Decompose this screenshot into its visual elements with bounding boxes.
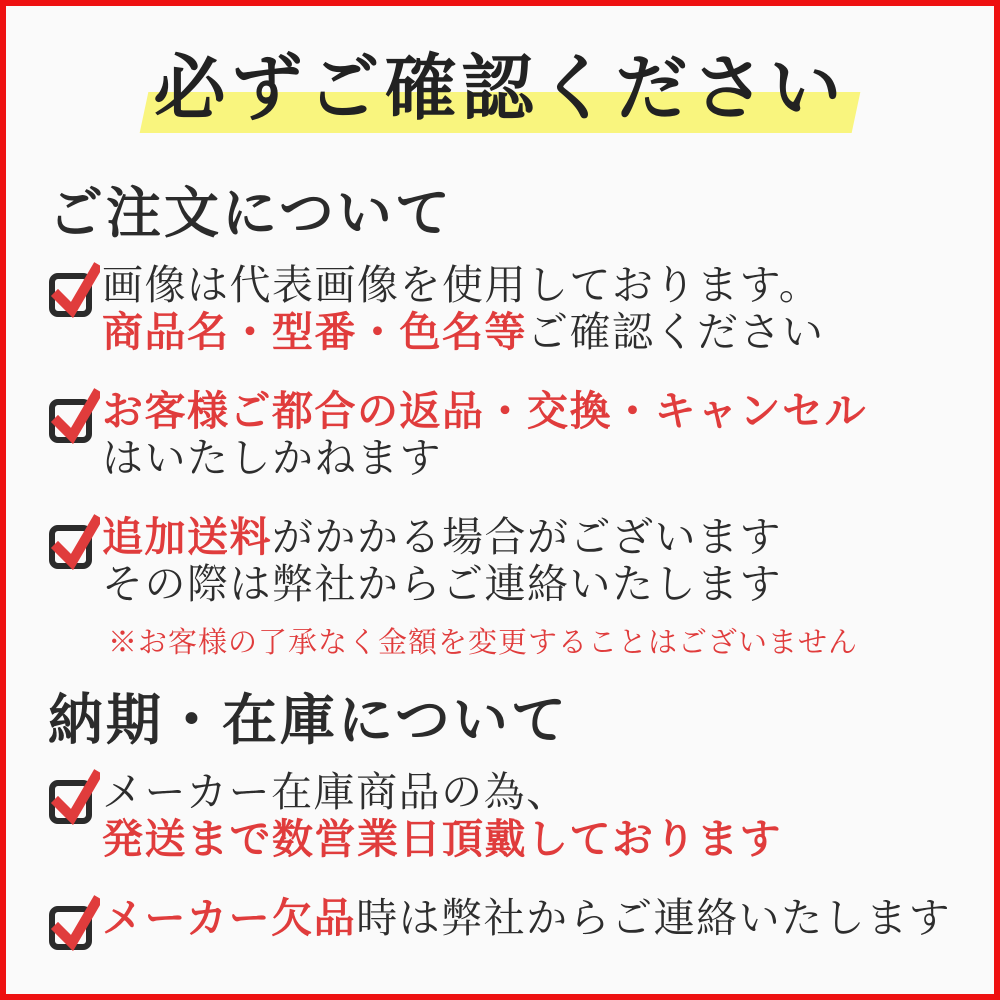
item-text: [102, 514, 954, 661]
item-text-segment-emphasis: メーカー欠品: [102, 894, 357, 942]
checked-checkbox-icon: [48, 769, 100, 825]
item-text-segment: がかかる場合がございます: [272, 513, 782, 561]
item-text-segment: ご確認ください: [527, 308, 825, 356]
checked-checkbox-icon: [48, 895, 100, 951]
checked-checkbox-icon: [48, 388, 100, 444]
item-text: [102, 895, 954, 942]
item-text-segment-emphasis: 発送まで数営業日頂戴しております: [102, 815, 782, 863]
item-text-segment: はいたしかねます: [102, 434, 442, 482]
item-line: [102, 514, 954, 561]
list-item: [48, 895, 954, 951]
item-line: [102, 895, 954, 942]
item-text-segment-emphasis: 商品名・型番・色名等: [102, 308, 527, 356]
list-item: [48, 514, 954, 661]
list-item: [48, 262, 954, 356]
page-title-text: 必ずご確認ください: [153, 45, 847, 130]
notice-content: [6, 180, 994, 951]
item-line: [102, 769, 954, 816]
section-heading-delivery-stock: 納期・在庫について: [48, 687, 569, 752]
item-line: [102, 816, 954, 863]
item-text-segment: メーカー在庫商品の為、: [102, 768, 569, 816]
section-heading-order: ご注文について: [48, 180, 453, 245]
item-line: [102, 309, 954, 356]
list-item: [48, 388, 954, 482]
item-footnote: ※お客様の了承なく金額を変更することはございません: [108, 625, 859, 659]
checked-checkbox-icon: [48, 514, 100, 570]
item-text-segment-emphasis: お客様ご都合の返品・交換・キャンセル: [102, 387, 867, 435]
item-line: [102, 388, 954, 435]
item-text-segment: 画像は代表画像を使用しております。: [102, 261, 822, 309]
item-line: [102, 561, 954, 608]
item-line: [102, 262, 954, 309]
item-text-segment: 時は弊社からご連絡いたします: [356, 894, 952, 942]
list-item: [48, 769, 954, 863]
item-line: [102, 435, 954, 482]
item-text: [102, 262, 954, 356]
item-text: [102, 388, 954, 482]
item-text-segment: その際は弊社からご連絡いたします: [102, 560, 782, 608]
page-title: [6, 38, 994, 138]
checked-checkbox-icon: [48, 262, 100, 318]
item-text-segment-emphasis: 追加送料: [102, 513, 272, 561]
item-text: [102, 769, 954, 863]
